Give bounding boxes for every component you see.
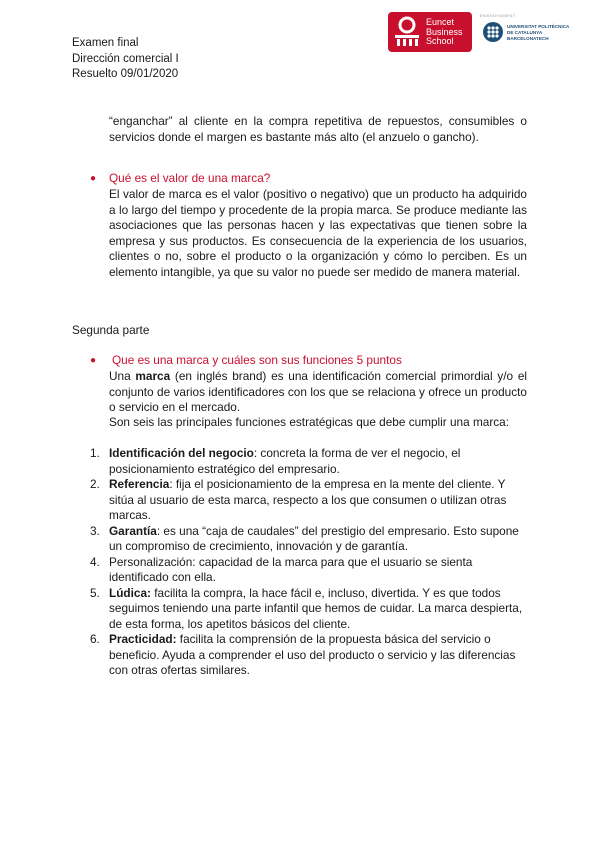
intro-paragraph: “enganchar” al cliente en la compra repetitiva de repuestos, consumibles o servicios donde el margen es bastante más alto (el anzuelo o gancho). — [109, 114, 527, 144]
function-text: facilita la comprensión de la propuesta básica del servicio o beneficio. Ayuda a comprender el uso del producto o servicio y las diferencias con otras ofertas similares. — [109, 632, 516, 677]
euncet-wordmark — [426, 18, 463, 47]
function-text: : fija el posicionamiento de la empresa en la mente del cliente. Y sitúa al usuario de esta marca, respecto a los que consumen o utilizan otras marcas. — [109, 477, 507, 522]
upc-logo — [480, 12, 580, 52]
functions-list — [90, 446, 527, 679]
question-2-definition — [109, 369, 527, 416]
euncet-emblem-icon — [392, 16, 422, 48]
question-1-answer: El valor de marca es el valor (positivo o negativo) que un producto ha adquirido a lo largo del tiempo y procedente de la propia marca. Se produce mediante las asociaciones que las personas hacen y las expectativas que tienen sobre la empresa y sus productos. Es consecuencia de la experiencia de los usuarios, clientes o no, sobre el producto o la organización y cómo lo perciben. Es un elemento intangible, ya que su valor no puede ser medido de manera material. — [109, 187, 527, 279]
definition-body: (en inglés brand) es una identificación comercial primordial y/o el conjunto de varios identificadores con los que se relaciona y ofrece un producto o servicio en el mercado. — [109, 369, 528, 415]
function-term: Referencia — [109, 477, 170, 491]
euncet-logo — [388, 12, 472, 52]
definition-lead: Una — [109, 369, 136, 383]
list-item — [90, 555, 527, 586]
upc-line-2: DE CATALUNYA — [507, 30, 543, 35]
bullet-icon: ● — [90, 355, 97, 366]
upc-name — [507, 24, 569, 42]
list-number: 5. — [90, 585, 100, 600]
function-term: Practicidad: — [109, 632, 177, 646]
function-text: : es una “caja de caudales” del prestigio del empresario. Esto supone un compromiso de crecimiento, innovación y de garantía. — [109, 523, 519, 553]
header-exam: Examen final — [72, 37, 139, 49]
list-number: 4. — [90, 554, 100, 569]
question-1-title: Qué es el valor de una marca? — [109, 171, 271, 185]
list-item — [90, 586, 527, 633]
question-2-title: Que es una marca y cuáles son sus funciones 5 puntos — [112, 353, 402, 367]
upc-line-3: BARCELONATECH — [507, 36, 549, 41]
bullet-icon: ● — [90, 173, 97, 184]
function-term: Lúdica: — [109, 585, 151, 600]
header-course: Dirección comercial I — [72, 52, 179, 65]
upc-overline: ENSENYAMENT — [480, 13, 516, 18]
functions-intro: Son seis las principales funciones estratégicas que debe cumplir una marca: — [109, 415, 509, 429]
function-text: : concreta la forma de ver el negocio, el posicionamiento estratégico del empresario. — [109, 446, 461, 476]
definition-term: marca — [135, 369, 171, 383]
function-text: facilita la compra, la hace fácil e, incluso, divertida. Y es que todos seguimos teniendo una parte infantil que hemos de cuidar. La marca despierta, de esta forma, los apetitos básicos del cliente. — [109, 585, 523, 631]
function-term: Identificación del negocio — [109, 446, 254, 460]
section-title: Segunda parte — [72, 323, 150, 337]
function-term: Garantía — [109, 523, 157, 538]
euncet-line-1: Euncet — [426, 17, 455, 27]
function-text: Personalización: capacidad de la marca para que el usuario se sienta identificado con ella. — [109, 554, 473, 584]
list-item — [90, 446, 527, 477]
header-date: Resuelto 09/01/2020 — [72, 68, 179, 80]
upc-seal-icon — [482, 21, 504, 43]
document-header — [72, 36, 179, 83]
list-number: 3. — [90, 523, 100, 538]
list-number: 1. — [90, 446, 100, 460]
list-item — [90, 477, 527, 524]
list-item — [90, 632, 527, 679]
list-number: 2. — [90, 477, 100, 491]
upc-line-1: UNIVERSITAT POLITÈCNICA — [507, 24, 570, 29]
euncet-line-3: School — [426, 36, 454, 46]
list-number: 6. — [90, 632, 100, 646]
euncet-line-2: Business — [426, 26, 463, 37]
list-item — [90, 524, 527, 555]
